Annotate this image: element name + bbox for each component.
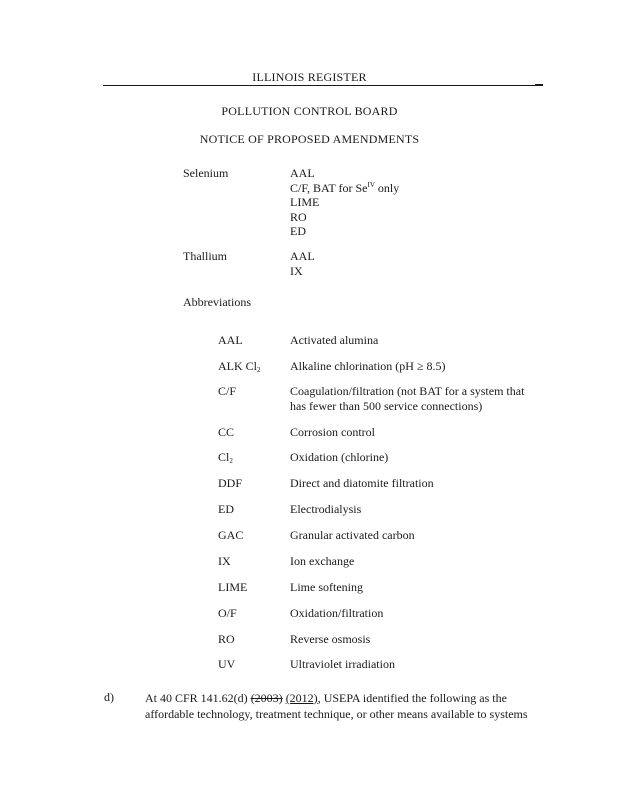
abbreviation-code: C/F — [218, 384, 237, 398]
abbreviation-description: Lime softening — [290, 580, 363, 594]
abbreviation-description: Electrodialysis — [290, 502, 362, 516]
abbreviation-description: Direct and diatomite filtration — [290, 476, 434, 490]
element-values-selenium — [290, 166, 399, 239]
abbreviation-code: LIME — [218, 580, 248, 594]
value-line: C/F, BAT for $Se^{IV}$ only — [290, 180, 400, 195]
value-line: AAL — [290, 166, 315, 180]
abbreviation-code: ALK $Cl_2$ — [218, 359, 261, 374]
abbreviation-code: $Cl_2$ — [218, 450, 233, 465]
abbreviation-code: O/F — [218, 606, 237, 620]
header-rule — [103, 85, 541, 86]
abbreviation-code: ED — [218, 502, 234, 516]
notice-title: NOTICE OF PROPOSED AMENDMENTS — [199, 132, 420, 146]
abbreviation-description: Granular activated carbon — [290, 528, 415, 542]
abbreviation-description: Activated alumina — [290, 333, 379, 347]
paragraph-d-text: At 40 CFR 141.62(d) (2003) (2012), USEPA identified the following as the affordable technology, treatment technique, or other means available to systems — [145, 691, 528, 721]
abbreviation-code: RO — [218, 632, 235, 646]
inserted-text: (2012) — [285, 691, 318, 705]
element-name-thallium: Thallium — [183, 249, 227, 263]
abbreviation-description: Coagulation/filtration (not BAT for a system that has fewer than 500 service connections) — [290, 384, 525, 413]
value-line: ED — [290, 224, 306, 239]
abbreviation-code: CC — [218, 425, 235, 439]
abbreviation-code: GAC — [218, 528, 244, 542]
abbreviation-description: Corrosion control — [290, 425, 375, 439]
abbreviation-description: Oxidation/filtration — [290, 606, 384, 620]
element-values-thallium — [290, 249, 315, 278]
abbreviation-description: Ultraviolet irradiation — [290, 657, 395, 671]
abbreviation-code: AAL — [218, 333, 243, 347]
abbreviation-description: Ion exchange — [290, 554, 355, 568]
abbreviation-description: Reverse osmosis — [290, 632, 371, 646]
element-name-selenium: Selenium — [183, 166, 229, 180]
abbreviation-code: UV — [218, 657, 236, 671]
abbreviations-heading: Abbreviations — [183, 295, 251, 309]
value-line: IX — [290, 263, 303, 278]
value-line: AAL — [290, 249, 315, 263]
agency-name: POLLUTION CONTROL BOARD — [221, 104, 398, 118]
abbreviation-code: IX — [218, 554, 231, 568]
value-line: LIME — [290, 195, 320, 210]
abbreviation-description: Alkaline chlorination (pH ≥ 8.5) — [290, 359, 446, 373]
deleted-text: (2003) — [250, 691, 283, 705]
header-rule-tick — [535, 84, 543, 86]
paragraph-marker: d) — [104, 690, 114, 704]
register-title: ILLINOIS REGISTER — [252, 70, 367, 84]
abbreviation-code: DDF — [218, 476, 243, 490]
value-line: RO — [290, 209, 307, 224]
abbreviation-description: Oxidation (chlorine) — [290, 450, 389, 464]
